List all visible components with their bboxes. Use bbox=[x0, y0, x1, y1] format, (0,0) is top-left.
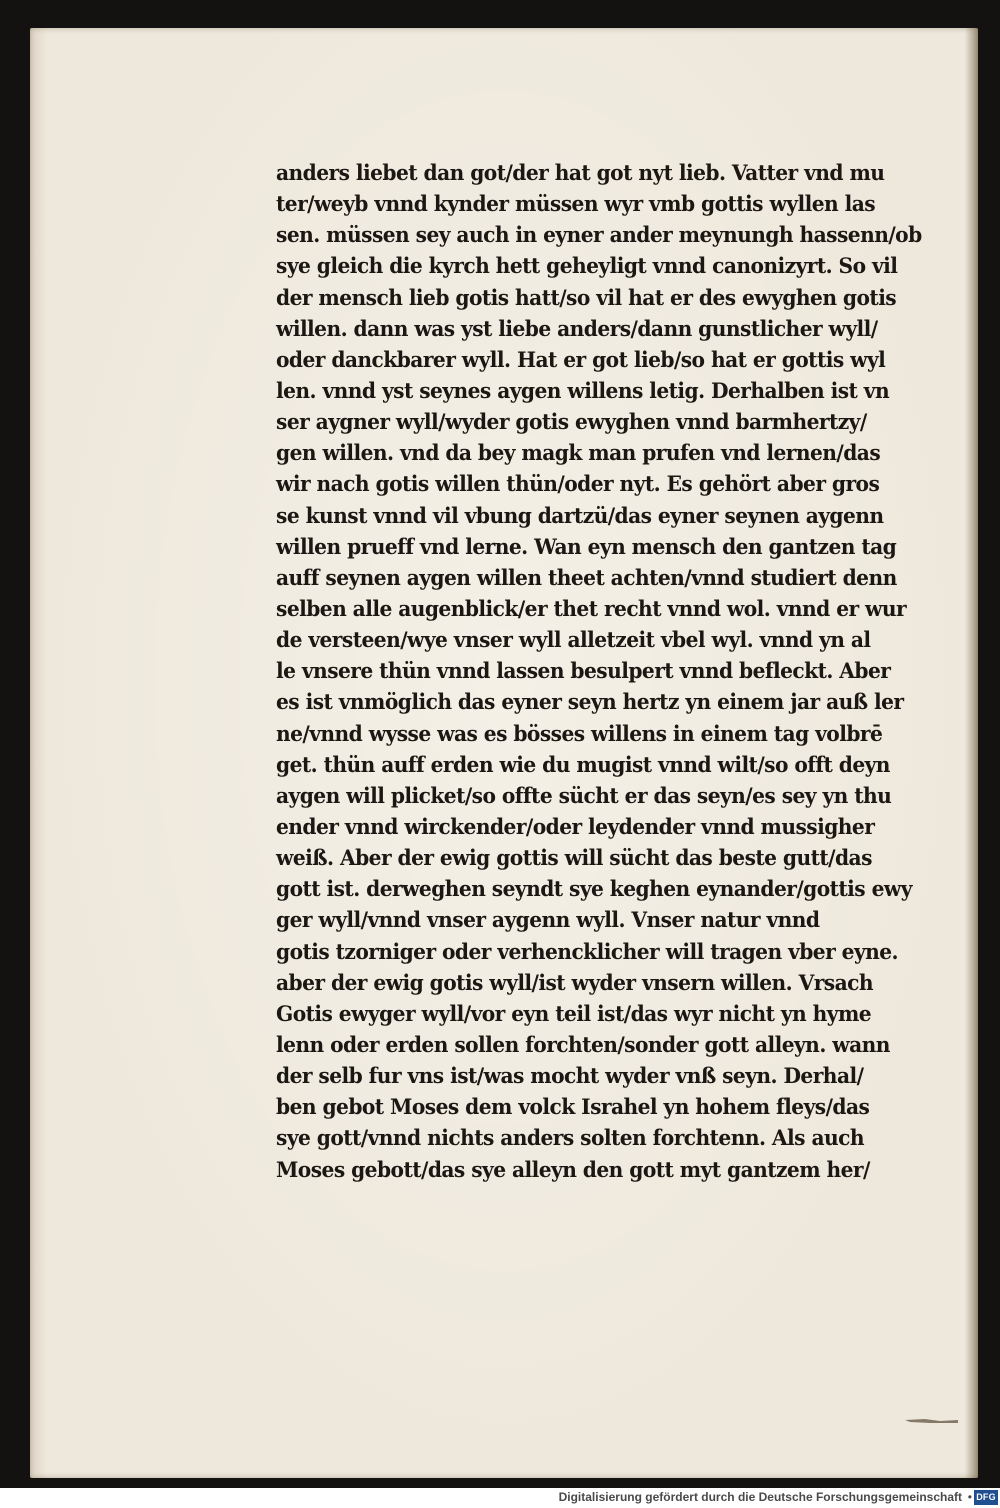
text-line-13: willen prueff vnd lerne. Wan eyn mensch den gantzen tag bbox=[276, 534, 897, 560]
text-line-21: aygen will plicket/so offte sücht er das seyn/es sey yn thu bbox=[276, 783, 892, 809]
text-line-20: get. thün auff erden wie du mugist vnnd wilt/so offt deyn bbox=[276, 752, 890, 778]
text-line-3: sen. müssen sey auch in eyner ander meynungh hassenn/ob bbox=[276, 223, 922, 249]
blackletter-text-block bbox=[276, 158, 976, 1186]
text-line-25: ger wyll/vnnd vnser aygenn wyll. Vnser natur vnnd bbox=[276, 908, 820, 934]
text-line-12: se kunst vnnd vil vbung dartzü/das eyner seynen aygenn bbox=[276, 503, 884, 529]
text-line-18: es ist vnmöglich das eyner seyn hertz yn einem jar auß ler bbox=[276, 690, 904, 716]
text-line-33: Moses gebott/das sye alleyn den gott myt gantzem her/ bbox=[276, 1157, 870, 1183]
text-line-24: gott ist. derweghen seyndt sye keghen eynander/gottis ewy bbox=[276, 877, 912, 903]
text-line-15: selben alle augenblick/er thet recht vnnd wol. vnnd er wur bbox=[276, 596, 907, 622]
digitization-footer bbox=[0, 1488, 1000, 1508]
text-line-1: anders liebet dan got/der hat got nyt lieb. Vatter vnd mu bbox=[276, 161, 885, 186]
book-page bbox=[30, 28, 978, 1478]
text-line-31: ben gebot Moses dem volck Israhel yn hohem fleys/das bbox=[276, 1095, 870, 1121]
text-line-17: le vnsere thün vnnd lassen besulpert vnnd befleckt. Aber bbox=[276, 659, 891, 685]
footer-credit-text: Digitalisierung gefördert durch die Deutsche Forschungsgemeinschaft bbox=[558, 1490, 962, 1504]
text-line-2: ter/weyb vnnd kynder müssen wyr vmb gottis wyllen las bbox=[276, 192, 876, 218]
text-line-5: der mensch lieb gotis hatt/so vil hat er des ewyghen gotis bbox=[276, 285, 897, 311]
text-line-16: de versteen/wye vnser wyll alletzeit vbel wyl. vnnd yn al bbox=[276, 628, 871, 654]
text-line-11: wir nach gotis willen thün/oder nyt. Es gehört aber gros bbox=[276, 472, 880, 498]
text-line-9: ser aygner wyll/wyder gotis ewyghen vnnd barmhertzy/ bbox=[276, 410, 867, 436]
text-line-32: sye gott/vnnd nichts anders solten forchtenn. Als auch bbox=[276, 1126, 864, 1152]
text-line-8: len. vnnd yst seynes aygen willens letig. Derhalben ist vn bbox=[276, 378, 890, 404]
text-line-22: ender vnnd wirckender/oder leydender vnnd mussigher bbox=[276, 814, 875, 840]
text-line-26: gotis tzorniger oder verhencklicher will tragen vber eyne. bbox=[276, 939, 899, 965]
text-line-7: oder danckbarer wyll. Hat er got lieb/so hat er gottis wyl bbox=[276, 347, 886, 373]
text-line-27: aber der ewig gotis wyll/ist wyder vnsern willen. Vrsach bbox=[276, 970, 874, 996]
text-line-19: ne/vnnd wysse was es bösses willens in einem tag volbrē bbox=[276, 721, 883, 747]
footer-bullet: • bbox=[967, 1490, 972, 1504]
text-line-4: sye gleich die kyrch hett geheyligt vnnd canonizyrt. So vil bbox=[276, 254, 898, 280]
dfg-logo-icon[interactable]: DFG bbox=[974, 1490, 998, 1505]
text-line-30: der selb fur vns ist/was mocht wyder vnß seyn. Derhal/ bbox=[276, 1064, 864, 1090]
page-bottom-smudge bbox=[0, 1417, 960, 1425]
text-line-10: gen willen. vnd da bey magk man prufen vnd lernen/das bbox=[276, 441, 881, 467]
text-line-6: willen. dann was yst liebe anders/dann gunstlicher wyll/ bbox=[276, 316, 878, 342]
text-line-29: lenn oder erden sollen forchten/sonder gott alleyn. wann bbox=[276, 1032, 890, 1058]
text-line-28: Gotis ewyger wyll/vor eyn teil ist/das wyr nicht yn hyme bbox=[276, 1001, 872, 1027]
text-line-14: auff seynen aygen willen theet achten/vnnd studiert denn bbox=[276, 565, 897, 591]
text-line-23: weiß. Aber der ewig gottis will sücht das beste gutt/das bbox=[276, 846, 872, 872]
